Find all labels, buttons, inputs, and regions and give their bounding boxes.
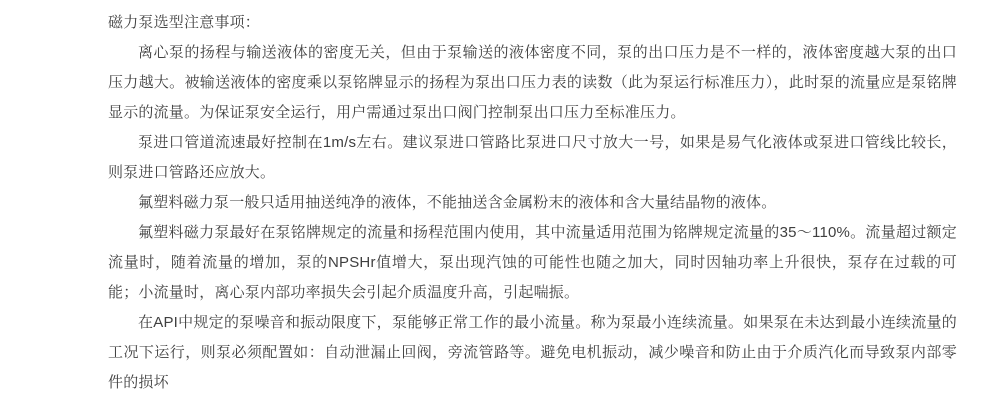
paragraph-4: 氟塑料磁力泵最好在泵铭牌规定的流量和扬程范围内使用，其中流量适用范围为铭牌规定流量的35～110%。流量超过额定流量时，随着流量的增加，泵的NPSHr值增大，泵出现汽蚀的可能性也随之加大，同时因轴功率上升很快，泵存在过载的可能；小流量时，离心泵内部功率损失会引起介质温度升高，引起喘振。 bbox=[108, 224, 958, 301]
paragraph-1: 离心泵的扬程与输送液体的密度无关，但由于泵输送的液体密度不同，泵的出口压力是不一样的，液体密度越大泵的出口压力越大。被输送液体的密度乘以泵铭牌显示的扬程为泵出口压力表的读数（此为泵运行标准压力），此时泵的流量应是泵铭牌显示的流量。为保证泵安全运行，用户需通过泵出口阀门控制泵出口压力至标准压力。 bbox=[108, 44, 957, 121]
paragraph-2: 泵进口管道流速最好控制在1m/s左右。建议泵进口管路比泵进口尺寸放大一号，如果是易气化液体或泵进口管线比较长，则泵进口管路还应放大。 bbox=[108, 134, 957, 181]
paragraph-3: 氟塑料磁力泵一般只适用抽送纯净的液体，不能抽送含金属粉末的液体和含大量结晶物的液体。 bbox=[138, 194, 777, 211]
paragraph-5: 在API中规定的泵噪音和振动限度下，泵能够正常工作的最小流量。称为泵最小连续流量。如果泵在未达到最小连续流量的工况下运行，则泵必须配置如：自动泄漏止回阀，旁流管路等。避免电机振动，减少噪音和防止由于介质汽化而导致泵内部零件的损坏 bbox=[108, 314, 957, 391]
document-title: 磁力泵选型注意事项： bbox=[108, 14, 261, 31]
